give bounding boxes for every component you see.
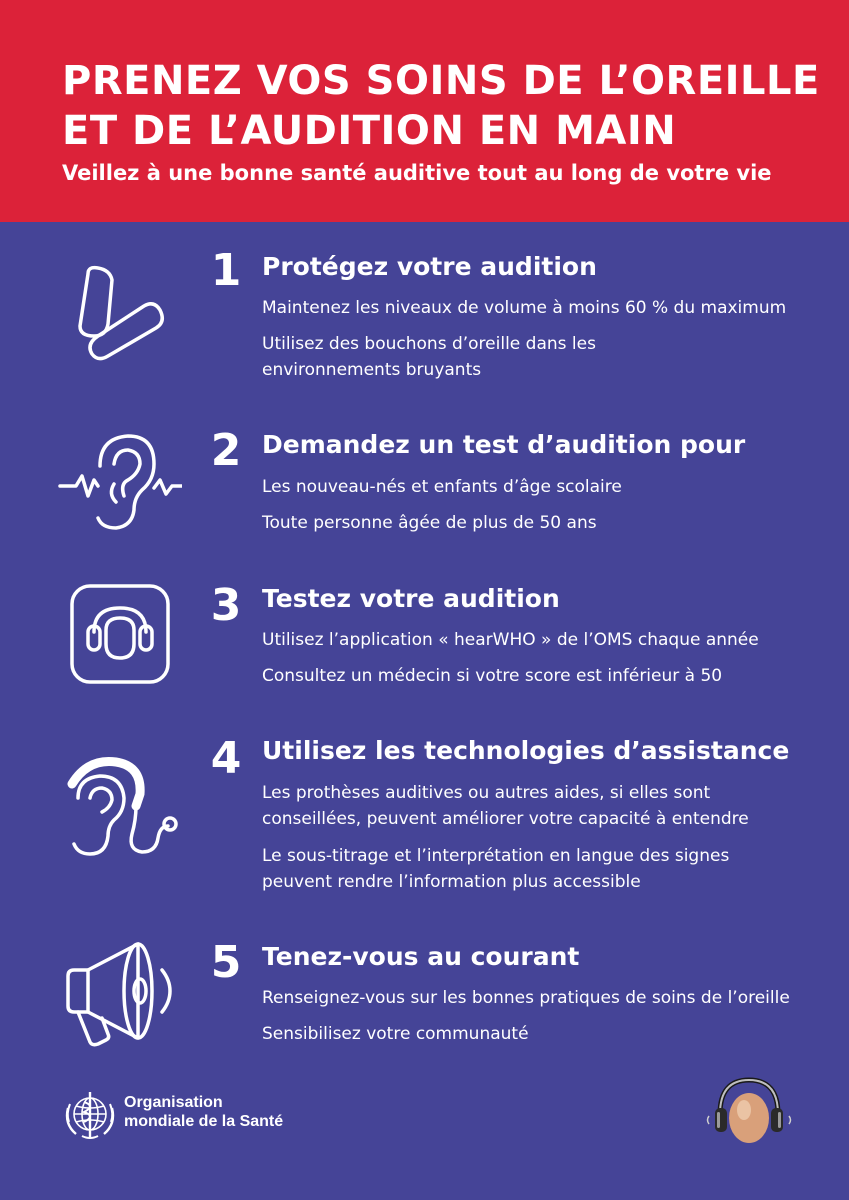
org-name-line-2: mondiale de la Santé <box>124 1113 284 1130</box>
org-name-line-1: Organisation <box>124 1094 223 1111</box>
section-line: Sensibilisez votre communauté <box>262 1024 529 1044</box>
section-number: 5 <box>210 937 242 988</box>
section-line: Utilisez l’application « hearWHO » de l’OMS chaque année <box>262 630 759 650</box>
section-heading: Demandez un test d’audition pour <box>262 430 746 459</box>
section-heading: Testez votre audition <box>262 584 560 613</box>
headphones-app-icon <box>58 574 182 698</box>
section-line: Le sous-titrage et l’interprétation en langue des signes peuvent rendre l’information plus accessible <box>262 846 730 892</box>
section-line: Maintenez les niveaux de volume à moins 60 % du maximum <box>262 298 787 318</box>
section-heading: Utilisez les technologies d’assistance <box>262 736 790 765</box>
section-heading: Protégez votre audition <box>262 252 597 281</box>
hearing-aid-icon <box>58 754 182 878</box>
section-number: 2 <box>210 425 242 476</box>
section-line: Utilisez des bouchons d’oreille dans les environnements bruyants <box>262 334 596 380</box>
who-organisation-name <box>124 1093 283 1131</box>
page-title <box>62 56 822 156</box>
section-number: 3 <box>210 580 242 631</box>
megaphone-icon <box>58 930 182 1054</box>
earplugs-icon <box>58 252 182 376</box>
section-line: Toute personne âgée de plus de 50 ans <box>262 513 597 533</box>
section-number: 1 <box>210 245 242 296</box>
egg-headphones-icon <box>706 1074 792 1146</box>
ear-pulse-icon <box>58 424 182 548</box>
title-line-2: ET DE L’AUDITION EN MAIN <box>62 108 677 154</box>
section-line: Les nouveau-nés et enfants d’âge scolaire <box>262 477 622 497</box>
title-line-1: PRENEZ VOS SOINS DE L’OREILLE <box>62 58 820 104</box>
section-line: Renseignez-vous sur les bonnes pratiques de soins de l’oreille <box>262 988 790 1008</box>
section-line: Consultez un médecin si votre score est inférieur à 50 <box>262 666 723 686</box>
header-banner <box>0 0 849 222</box>
page-subtitle: Veillez à une bonne santé auditive tout au long de votre vie <box>62 161 772 185</box>
section-heading: Tenez-vous au courant <box>262 942 580 971</box>
section-line: Les prothèses auditives ou autres aides, si elles sont conseillées, peuvent améliorer votre capacité à entendre <box>262 783 749 829</box>
section-number: 4 <box>210 733 242 784</box>
who-emblem-icon <box>60 1088 120 1142</box>
